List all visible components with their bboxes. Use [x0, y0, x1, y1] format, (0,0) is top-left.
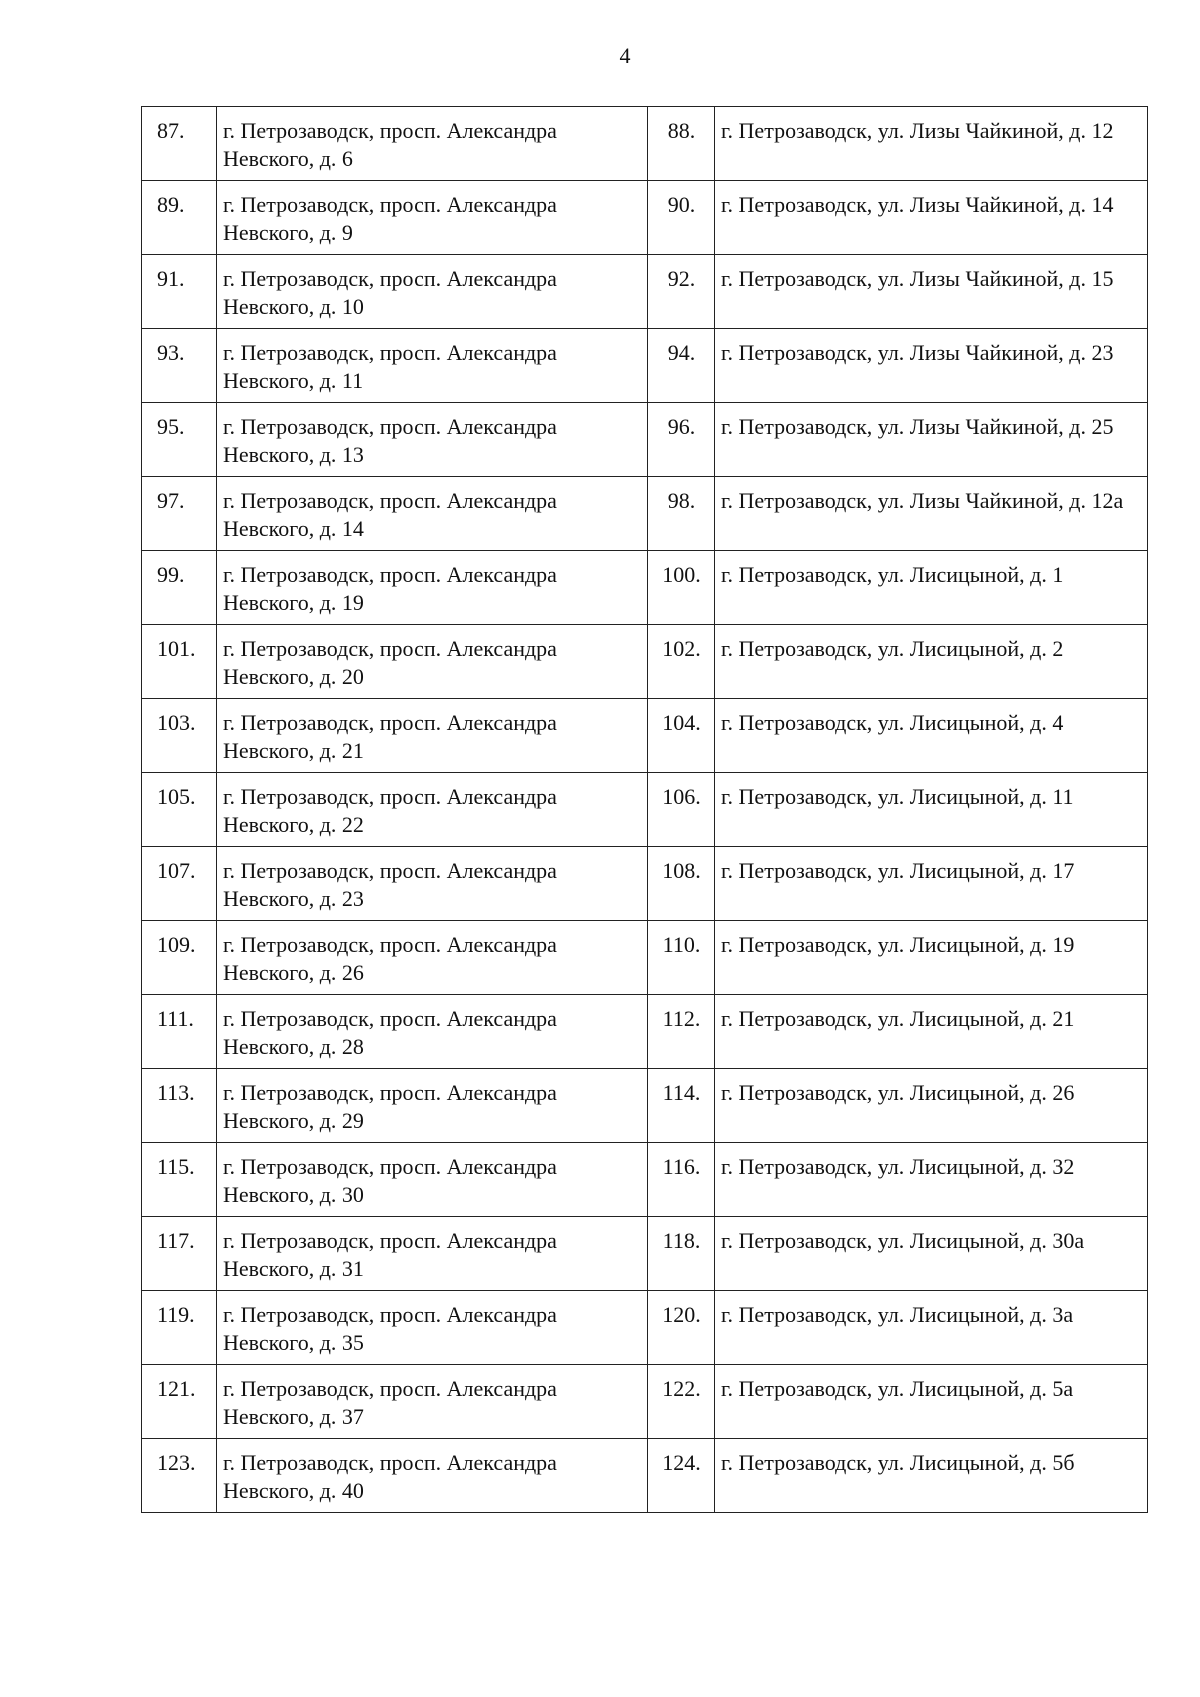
table-row	[142, 477, 1148, 551]
row-number-right: 108.	[648, 847, 715, 921]
row-number-right: 122.	[648, 1365, 715, 1439]
table-row	[142, 1365, 1148, 1439]
address-right: г. Петрозаводск, ул. Лисицыной, д. 5б	[715, 1439, 1148, 1513]
table-row	[142, 1143, 1148, 1217]
address-right: г. Петрозаводск, ул. Лисицыной, д. 30а	[715, 1217, 1148, 1291]
row-number-left: 101.	[142, 625, 217, 699]
row-number-left: 123.	[142, 1439, 217, 1513]
row-number-left: 97.	[142, 477, 217, 551]
table-row	[142, 921, 1148, 995]
address-right: г. Петрозаводск, ул. Лисицыной, д. 2	[715, 625, 1148, 699]
row-number-left: 89.	[142, 181, 217, 255]
page-number: 4	[619, 43, 631, 68]
table-row	[142, 625, 1148, 699]
row-number-right: 96.	[648, 403, 715, 477]
row-number-right: 102.	[648, 625, 715, 699]
address-left: г. Петрозаводск, просп. Александра Невского, д. 29	[217, 1069, 648, 1143]
table-row	[142, 1439, 1148, 1513]
address-table-body	[142, 107, 1148, 1513]
address-right: г. Петрозаводск, ул. Лизы Чайкиной, д. 15	[715, 255, 1148, 329]
address-right: г. Петрозаводск, ул. Лисицыной, д. 11	[715, 773, 1148, 847]
table-row	[142, 551, 1148, 625]
row-number-right: 120.	[648, 1291, 715, 1365]
table-row	[142, 995, 1148, 1069]
row-number-left: 93.	[142, 329, 217, 403]
row-number-right: 98.	[648, 477, 715, 551]
row-number-left: 115.	[142, 1143, 217, 1217]
row-number-right: 118.	[648, 1217, 715, 1291]
table-row	[142, 1217, 1148, 1291]
row-number-left: 103.	[142, 699, 217, 773]
address-right: г. Петрозаводск, ул. Лисицыной, д. 17	[715, 847, 1148, 921]
address-right: г. Петрозаводск, ул. Лисицыной, д. 4	[715, 699, 1148, 773]
address-right: г. Петрозаводск, ул. Лисицыной, д. 5а	[715, 1365, 1148, 1439]
row-number-right: 110.	[648, 921, 715, 995]
row-number-right: 112.	[648, 995, 715, 1069]
row-number-right: 92.	[648, 255, 715, 329]
address-left: г. Петрозаводск, просп. Александра Невского, д. 22	[217, 773, 648, 847]
row-number-left: 117.	[142, 1217, 217, 1291]
row-number-right: 116.	[648, 1143, 715, 1217]
address-left: г. Петрозаводск, просп. Александра Невского, д. 19	[217, 551, 648, 625]
address-left: г. Петрозаводск, просп. Александра Невского, д. 23	[217, 847, 648, 921]
row-number-left: 121.	[142, 1365, 217, 1439]
address-left: г. Петрозаводск, просп. Александра Невского, д. 20	[217, 625, 648, 699]
address-right: г. Петрозаводск, ул. Лизы Чайкиной, д. 12а	[715, 477, 1148, 551]
address-left: г. Петрозаводск, просп. Александра Невского, д. 40	[217, 1439, 648, 1513]
row-number-right: 124.	[648, 1439, 715, 1513]
table-row	[142, 847, 1148, 921]
address-left: г. Петрозаводск, просп. Александра Невского, д. 6	[217, 107, 648, 181]
row-number-right: 106.	[648, 773, 715, 847]
row-number-left: 119.	[142, 1291, 217, 1365]
row-number-left: 87.	[142, 107, 217, 181]
address-left: г. Петрозаводск, просп. Александра Невского, д. 28	[217, 995, 648, 1069]
address-left: г. Петрозаводск, просп. Александра Невского, д. 31	[217, 1217, 648, 1291]
table-row	[142, 699, 1148, 773]
address-left: г. Петрозаводск, просп. Александра Невского, д. 11	[217, 329, 648, 403]
row-number-left: 111.	[142, 995, 217, 1069]
table-row	[142, 1291, 1148, 1365]
address-right: г. Петрозаводск, ул. Лисицыной, д. 3а	[715, 1291, 1148, 1365]
address-right: г. Петрозаводск, ул. Лисицыной, д. 1	[715, 551, 1148, 625]
row-number-left: 99.	[142, 551, 217, 625]
address-left: г. Петрозаводск, просп. Александра Невского, д. 37	[217, 1365, 648, 1439]
address-right: г. Петрозаводск, ул. Лисицыной, д. 19	[715, 921, 1148, 995]
row-number-right: 94.	[648, 329, 715, 403]
address-right: г. Петрозаводск, ул. Лизы Чайкиной, д. 12	[715, 107, 1148, 181]
address-left: г. Петрозаводск, просп. Александра Невского, д. 14	[217, 477, 648, 551]
row-number-left: 109.	[142, 921, 217, 995]
row-number-right: 104.	[648, 699, 715, 773]
row-number-right: 114.	[648, 1069, 715, 1143]
row-number-left: 91.	[142, 255, 217, 329]
address-table	[141, 106, 1148, 1513]
address-right: г. Петрозаводск, ул. Лисицыной, д. 26	[715, 1069, 1148, 1143]
address-left: г. Петрозаводск, просп. Александра Невского, д. 26	[217, 921, 648, 995]
row-number-left: 113.	[142, 1069, 217, 1143]
table-row	[142, 1069, 1148, 1143]
address-right: г. Петрозаводск, ул. Лизы Чайкиной, д. 25	[715, 403, 1148, 477]
table-row	[142, 329, 1148, 403]
address-left: г. Петрозаводск, просп. Александра Невского, д. 35	[217, 1291, 648, 1365]
address-left: г. Петрозаводск, просп. Александра Невского, д. 10	[217, 255, 648, 329]
address-left: г. Петрозаводск, просп. Александра Невского, д. 30	[217, 1143, 648, 1217]
address-right: г. Петрозаводск, ул. Лисицыной, д. 21	[715, 995, 1148, 1069]
row-number-right: 90.	[648, 181, 715, 255]
table-row	[142, 773, 1148, 847]
row-number-left: 105.	[142, 773, 217, 847]
table-row	[142, 181, 1148, 255]
address-right: г. Петрозаводск, ул. Лизы Чайкиной, д. 14	[715, 181, 1148, 255]
address-left: г. Петрозаводск, просп. Александра Невского, д. 9	[217, 181, 648, 255]
row-number-right: 100.	[648, 551, 715, 625]
table-row	[142, 107, 1148, 181]
row-number-left: 107.	[142, 847, 217, 921]
row-number-left: 95.	[142, 403, 217, 477]
address-left: г. Петрозаводск, просп. Александра Невского, д. 13	[217, 403, 648, 477]
address-right: г. Петрозаводск, ул. Лизы Чайкиной, д. 23	[715, 329, 1148, 403]
address-right: г. Петрозаводск, ул. Лисицыной, д. 32	[715, 1143, 1148, 1217]
table-row	[142, 403, 1148, 477]
row-number-right: 88.	[648, 107, 715, 181]
table-row	[142, 255, 1148, 329]
address-left: г. Петрозаводск, просп. Александра Невского, д. 21	[217, 699, 648, 773]
